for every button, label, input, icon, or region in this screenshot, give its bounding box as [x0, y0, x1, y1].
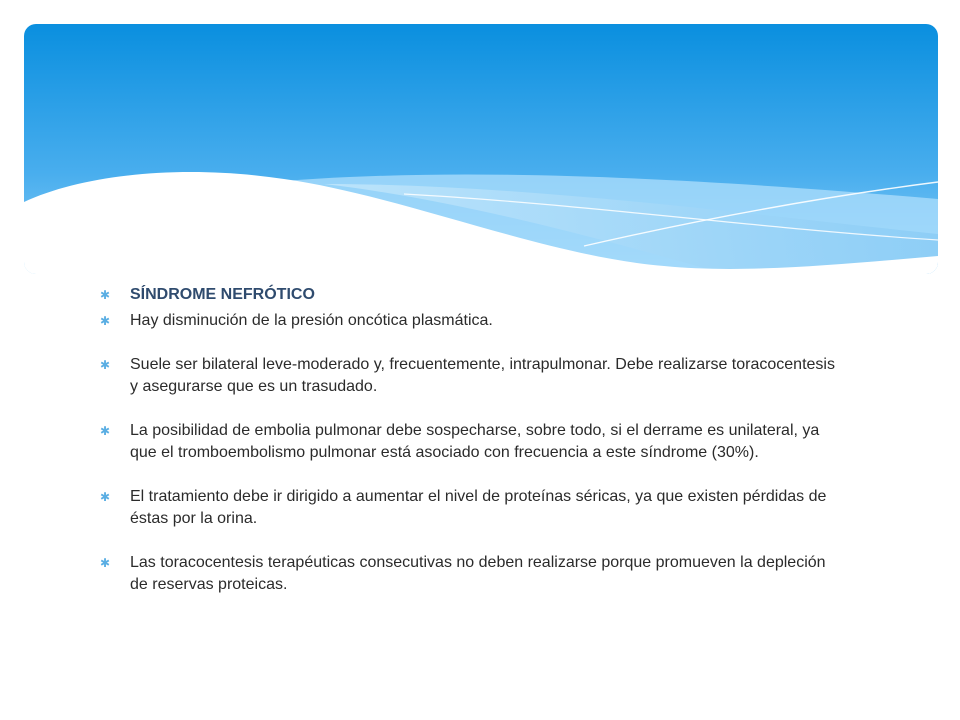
bullet-text: Hay disminución de la presión oncótica plasmática. [130, 312, 493, 329]
header-banner [24, 24, 938, 274]
bullet-item [100, 310, 840, 332]
bullet-item [100, 486, 840, 530]
bullet-item [100, 552, 840, 596]
bullet-text: La posibilidad de embolia pulmonar debe sospecharse, sobre todo, si el derrame es unilateral, ya que el tromboembolismo pulmonar está asociado con frecuencia a este síndrome (30%). [130, 422, 820, 461]
asterisk-bullet-icon: ✱ [100, 556, 111, 570]
bullet-text: El tratamiento debe ir dirigido a aumentar el nivel de proteínas séricas, ya que existen pérdidas de éstas por la orina. [130, 488, 827, 527]
bullet-text: Suele ser bilateral leve-moderado y, frecuentemente, intrapulmonar. Debe realizarse toracocentesis y asegurarse que es un trasudado. [130, 356, 835, 395]
wave-banner-graphic [24, 24, 938, 274]
asterisk-bullet-icon: ✱ [100, 314, 111, 328]
content-area [100, 284, 840, 596]
bullet-item [100, 420, 840, 464]
bullet-item [100, 284, 840, 306]
asterisk-bullet-icon: ✱ [100, 358, 111, 372]
asterisk-bullet-icon: ✱ [100, 288, 111, 302]
section-heading: SÍNDROME NEFRÓTICO [130, 286, 315, 303]
asterisk-bullet-icon: ✱ [100, 490, 111, 504]
bullet-item [100, 354, 840, 398]
bullet-text: Las toracocentesis terapéuticas consecutivas no deben realizarse porque promueven la depleción de reservas proteicas. [130, 554, 826, 593]
asterisk-bullet-icon: ✱ [100, 424, 111, 438]
